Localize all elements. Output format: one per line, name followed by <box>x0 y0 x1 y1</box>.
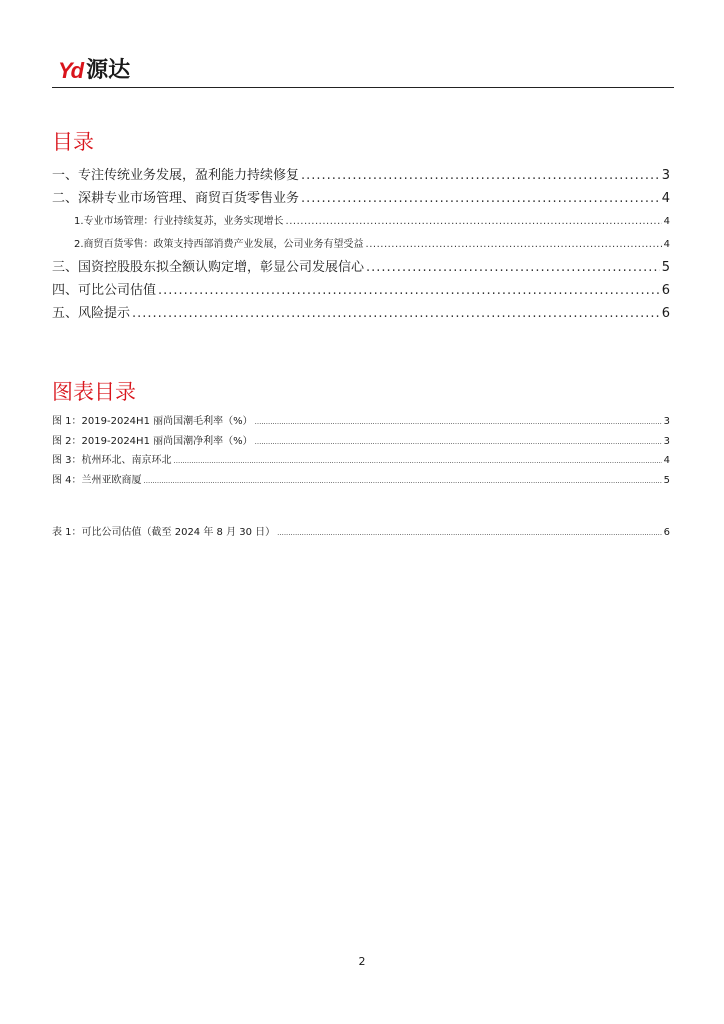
figure-list <box>52 412 670 490</box>
dot-leader <box>366 256 660 279</box>
dot-leader <box>366 233 662 256</box>
dot-leader <box>255 432 662 452</box>
dot-leader <box>301 164 660 187</box>
toc-subentry[interactable] <box>52 210 670 233</box>
toc-entry[interactable] <box>52 164 670 187</box>
toc-entry[interactable] <box>52 279 670 302</box>
figure-entry-page: 5 <box>663 474 670 486</box>
figure-entry-label: 图 3：杭州环北、南京环北 <box>52 455 172 466</box>
header-divider <box>52 87 674 88</box>
dot-leader <box>255 412 662 432</box>
dot-leader <box>277 523 661 543</box>
toc-entry-page: 3 <box>661 168 670 183</box>
table-list <box>52 523 670 543</box>
dot-leader <box>158 279 660 302</box>
figures-title: 图表目录 <box>52 380 136 404</box>
table-entry-label: 表 1：可比公司估值（截至 2024 年 8 月 30 日） <box>52 527 276 538</box>
figure-entry-label: 图 4：兰州亚欧商厦 <box>52 474 142 486</box>
figure-entry[interactable] <box>52 471 670 491</box>
toc-entry-page: 6 <box>661 283 670 298</box>
figure-entry-page: 4 <box>663 455 670 466</box>
toc-entry[interactable] <box>52 187 670 210</box>
logo-mark: Yd <box>58 58 83 83</box>
toc-entry-label: 五、风险提示 <box>52 306 131 321</box>
figure-entry-label: 图 2：2019-2024H1 丽尚国潮净利率（%） <box>52 435 253 447</box>
figure-entry-page: 3 <box>663 416 670 427</box>
figure-entry[interactable] <box>52 432 670 452</box>
toc-entry-label: 四、可比公司估值 <box>52 283 157 298</box>
figure-entry[interactable] <box>52 451 670 471</box>
toc-entry-label: 2.商贸百货零售：政策支持西部消费产业发展，公司业务有望受益 <box>74 239 364 250</box>
dot-leader <box>174 451 662 471</box>
dot-leader <box>286 210 662 233</box>
company-logo <box>58 60 130 82</box>
toc-list <box>52 164 670 325</box>
table-entry-page: 6 <box>663 527 670 538</box>
table-entry[interactable] <box>52 523 670 543</box>
logo-text: 源达 <box>86 58 131 83</box>
page-number: 2 <box>358 955 366 968</box>
toc-entry[interactable] <box>52 302 670 325</box>
toc-subentry[interactable] <box>52 233 670 256</box>
figure-entry-label: 图 1：2019-2024H1 丽尚国潮毛利率（%） <box>52 416 253 427</box>
toc-entry-page: 6 <box>661 306 670 321</box>
figure-entry-page: 3 <box>663 435 670 447</box>
toc-entry[interactable] <box>52 256 670 279</box>
toc-entry-label: 三、国资控股股东拟全额认购定增，彰显公司发展信心 <box>52 260 365 275</box>
page-header <box>52 52 674 88</box>
dot-leader <box>301 187 660 210</box>
toc-entry-page: 4 <box>661 191 670 206</box>
toc-entry-page: 5 <box>661 260 670 275</box>
figure-entry[interactable] <box>52 412 670 432</box>
toc-entry-page: 4 <box>663 239 670 250</box>
dot-leader <box>132 302 660 325</box>
toc-entry-page: 4 <box>663 216 670 227</box>
toc-title: 目录 <box>52 130 94 154</box>
dot-leader <box>144 471 662 491</box>
toc-entry-label: 1.专业市场管理：行业持续复苏，业务实现增长 <box>74 216 284 227</box>
toc-entry-label: 二、深耕专业市场管理、商贸百货零售业务 <box>52 191 300 206</box>
toc-entry-label: 一、专注传统业务发展，盈利能力持续修复 <box>52 168 300 183</box>
